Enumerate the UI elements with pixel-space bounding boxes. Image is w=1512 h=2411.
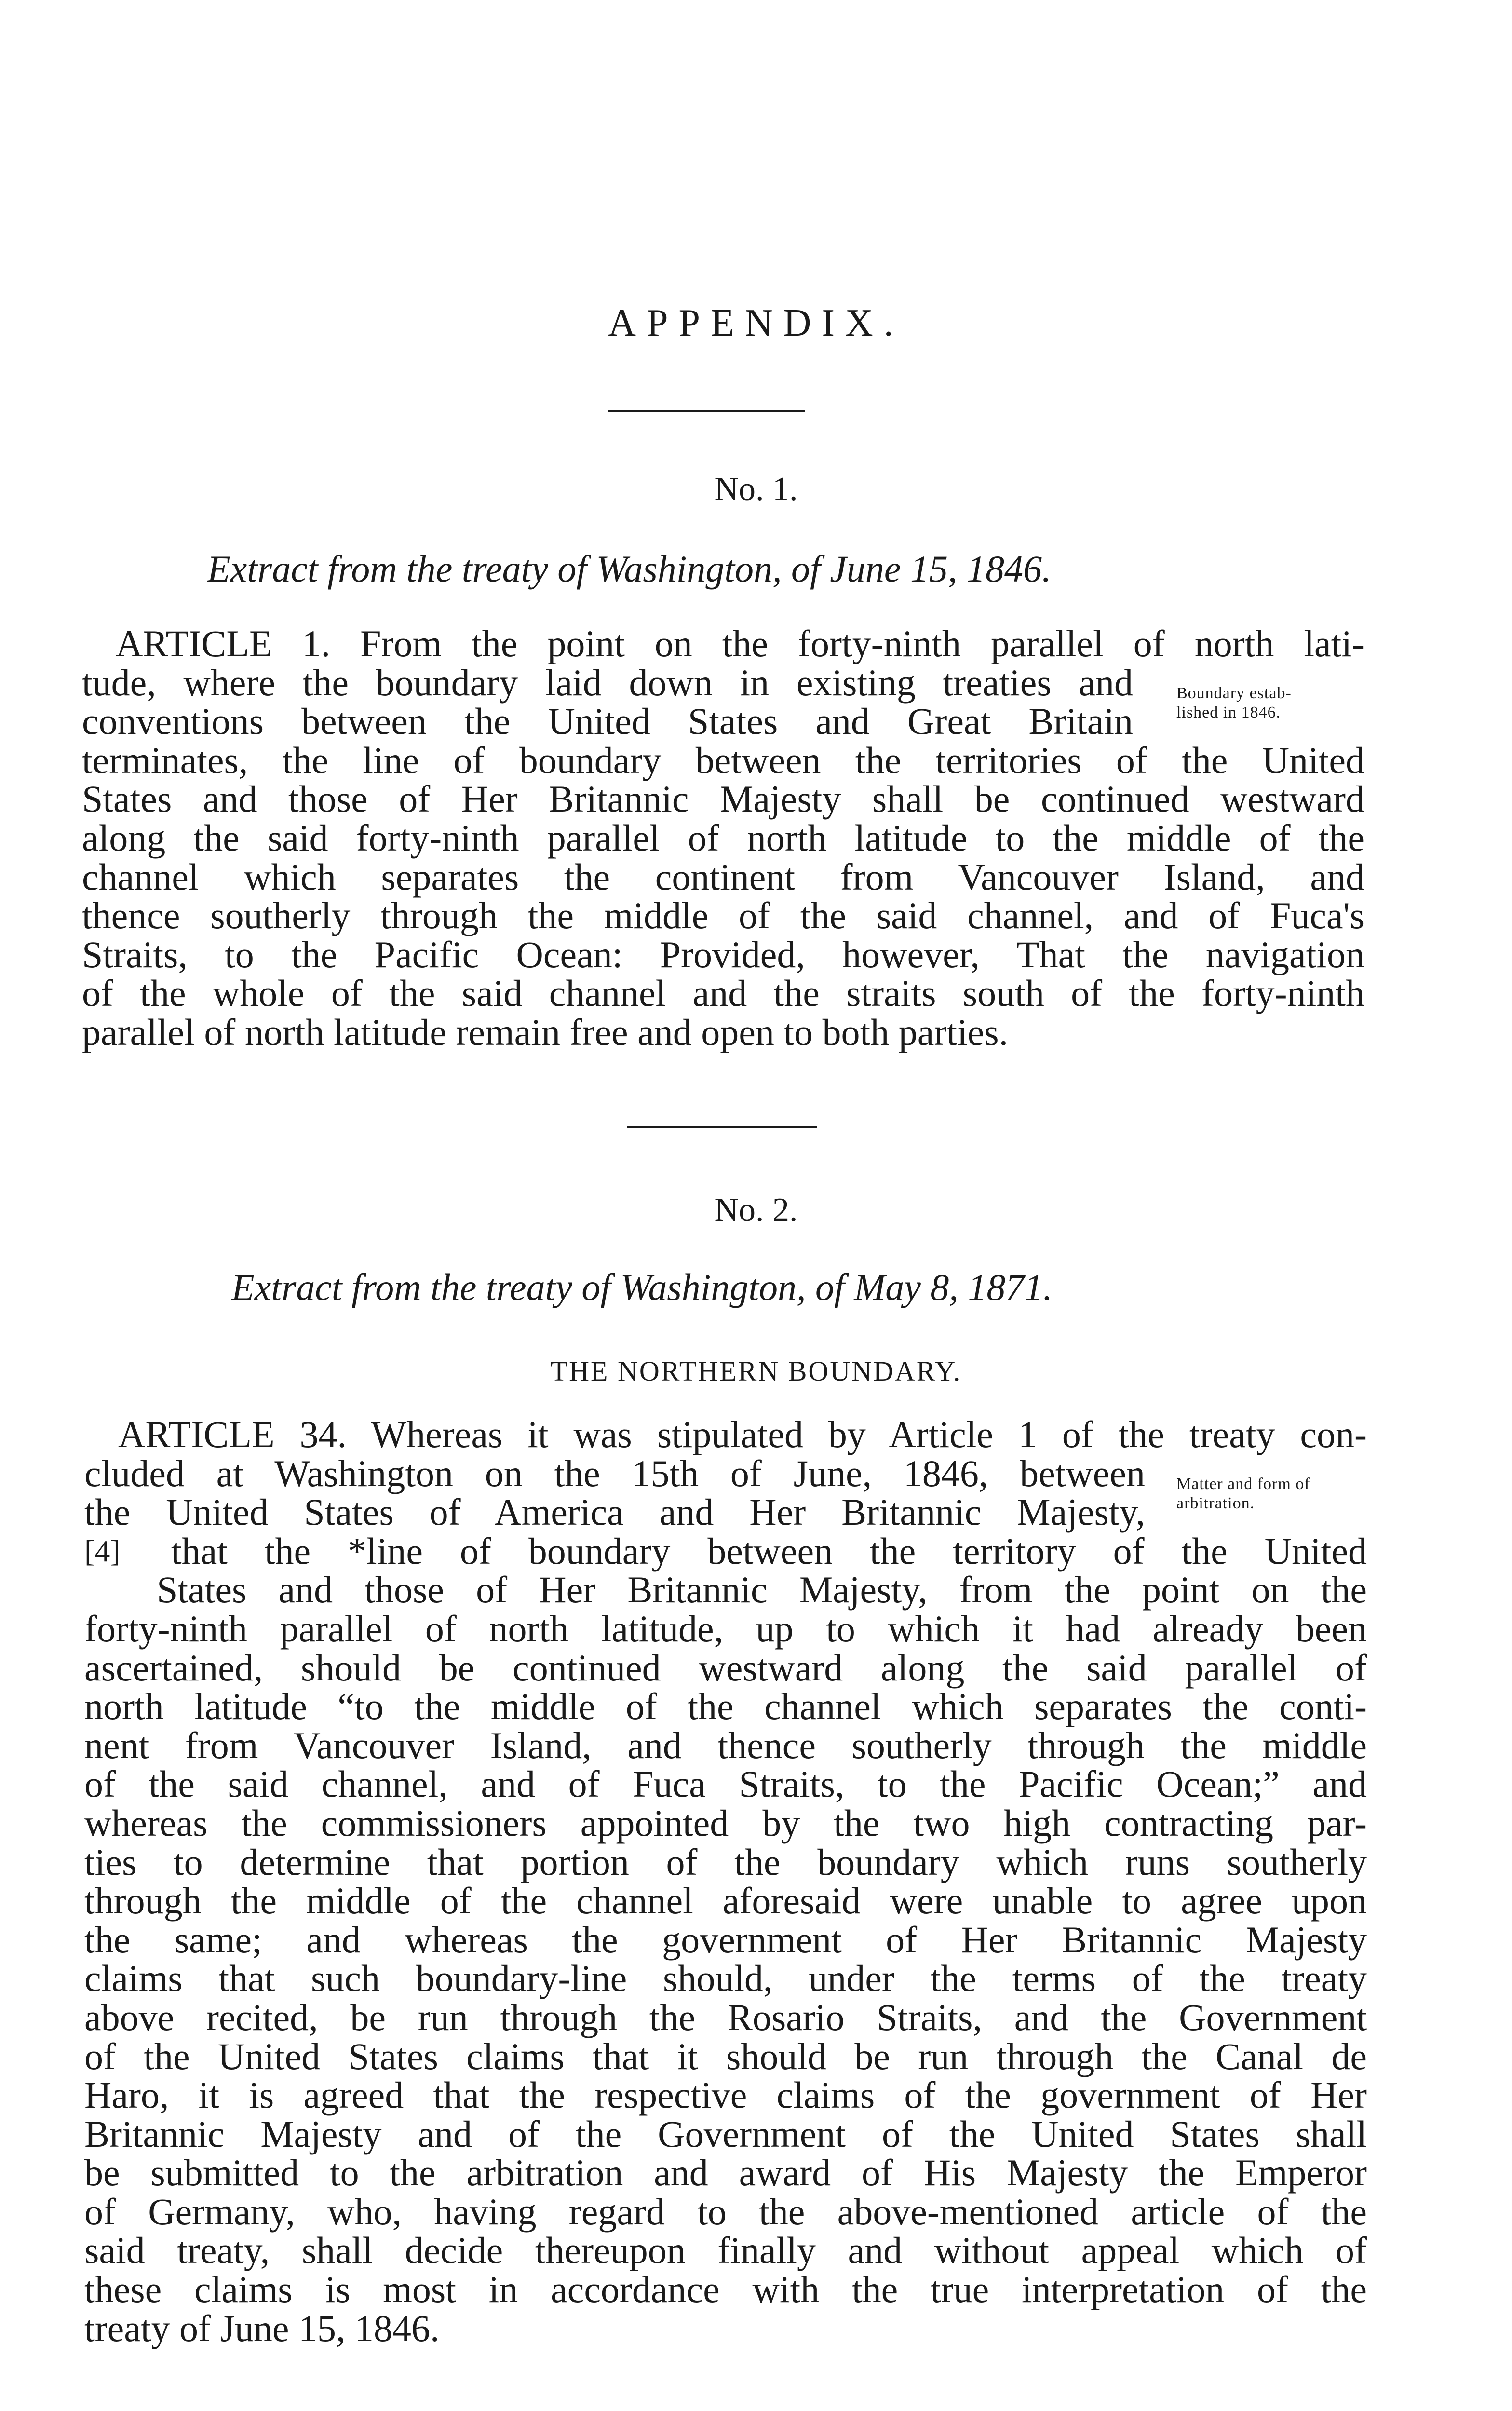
text-line: the same; and whereas the government of Her Britannic Majesty [84, 1918, 1367, 1961]
text-line: ties to determine that portion of the boundary which runs southerly [84, 1841, 1367, 1883]
page-marker: [4] [84, 1534, 121, 1568]
text-line: channel which separates the continent from Vancouver Island, and [82, 855, 1364, 898]
text-line: forty-ninth parallel of north latitude, up to which it had already been [84, 1607, 1367, 1650]
text-line: said treaty, shall decide thereupon finally and without appeal which of [84, 2229, 1367, 2272]
section-2-article [84, 1415, 1367, 2348]
text-line: claims that such boundary-line should, under the terms of the treaty [84, 1957, 1367, 2000]
text-line: north latitude “to the middle of the channel which separates the conti- [84, 1685, 1367, 1728]
text-line: that the *line of boundary between the territory of the United [171, 1530, 1367, 1572]
text-line: through the middle of the channel aforesaid were unable to agree upon [84, 1880, 1367, 1922]
section-2-margin-note [1176, 1475, 1369, 1513]
text-line: nent from Vancouver Island, and thence southerly through the middle [84, 1724, 1367, 1766]
text-line: the United States of America and Her Britannic Majesty, [84, 1491, 1145, 1533]
section-2-extract: Extract from the treaty of Washington, of May 8, 1871. [231, 1266, 1053, 1308]
text-line: conventions between the United States and Great Britain [82, 700, 1133, 743]
text-line: of the United States claims that it should be run through the Canal de [84, 2035, 1367, 2077]
text-line: parallel of north latitude remain free and open to both parties. [82, 1011, 1009, 1053]
text-line: of the whole of the said channel and the straits south of the forty-ninth [82, 972, 1364, 1015]
text-line: cluded at Washington on the 15th of June, 1846, between [84, 1452, 1145, 1494]
margin-note-line: Matter and form of [1176, 1475, 1310, 1493]
section-1-margin-note [1176, 684, 1369, 722]
text-line: States and those of Her Britannic Majesty, from the point on the [157, 1569, 1367, 1611]
text-line: ARTICLE 1. From the point on the forty-ninth parallel of north lati- [116, 623, 1364, 664]
text-line: treaty of June 15, 1846. [84, 2307, 440, 2349]
text-line: whereas the commissioners appointed by the two high contracting par- [84, 1801, 1367, 1844]
text-line: of Germany, who, having regard to the above-mentioned article of the [84, 2190, 1367, 2233]
section-2-number: No. 2. [714, 1192, 798, 1229]
text-line: thence southerly through the middle of the said channel, and of Fuca's [82, 894, 1364, 937]
section-1-extract: Extract from the treaty of Washington, of June 15, 1846. [207, 548, 1052, 590]
text-line: ARTICLE 34. Whereas it was stipulated by Article 1 of the treaty con- [118, 1413, 1367, 1455]
margin-note-line: Boundary estab- [1176, 684, 1292, 702]
text-line: tude, where the boundary laid down in existing treaties and [82, 661, 1133, 704]
text-line: States and those of Her Britannic Majesty shall be continued westward [82, 778, 1364, 820]
text-line: Britannic Majesty and of the Government of the United States shall [84, 2113, 1367, 2155]
text-line: above recited, be run through the Rosario Straits, and the Government [84, 1996, 1367, 2038]
text-line: these claims is most in accordance with the true interpretation of the [84, 2268, 1367, 2311]
title-divider [608, 410, 805, 412]
text-line: Haro, it is agreed that the respective claims of the government of Her [84, 2074, 1367, 2116]
section-2-subheading: THE NORTHERN BOUNDARY. [550, 1355, 962, 1387]
text-line: be submitted to the arbitration and award of His Majesty the Emperor [84, 2152, 1367, 2194]
margin-note-line: arbitration. [1176, 1494, 1255, 1512]
text-line: along the said forty-ninth parallel of north latitude to the middle of the [82, 816, 1364, 859]
section-divider [627, 1126, 817, 1128]
margin-note-line: lished in 1846. [1176, 704, 1281, 721]
section-1-number: No. 1. [714, 471, 798, 508]
text-line: Straits, to the Pacific Ocean: Provided, however, That the navigation [82, 933, 1364, 975]
text-line: of the said channel, and of Fuca Straits, to the Pacific Ocean;” and [84, 1763, 1367, 1805]
text-line: ascertained, should be continued westward along the said parallel of [84, 1646, 1367, 1689]
page-title: APPENDIX. [608, 302, 904, 344]
text-line: terminates, the line of boundary between the territories of the United [82, 739, 1364, 781]
section-1-article [82, 624, 1364, 1052]
